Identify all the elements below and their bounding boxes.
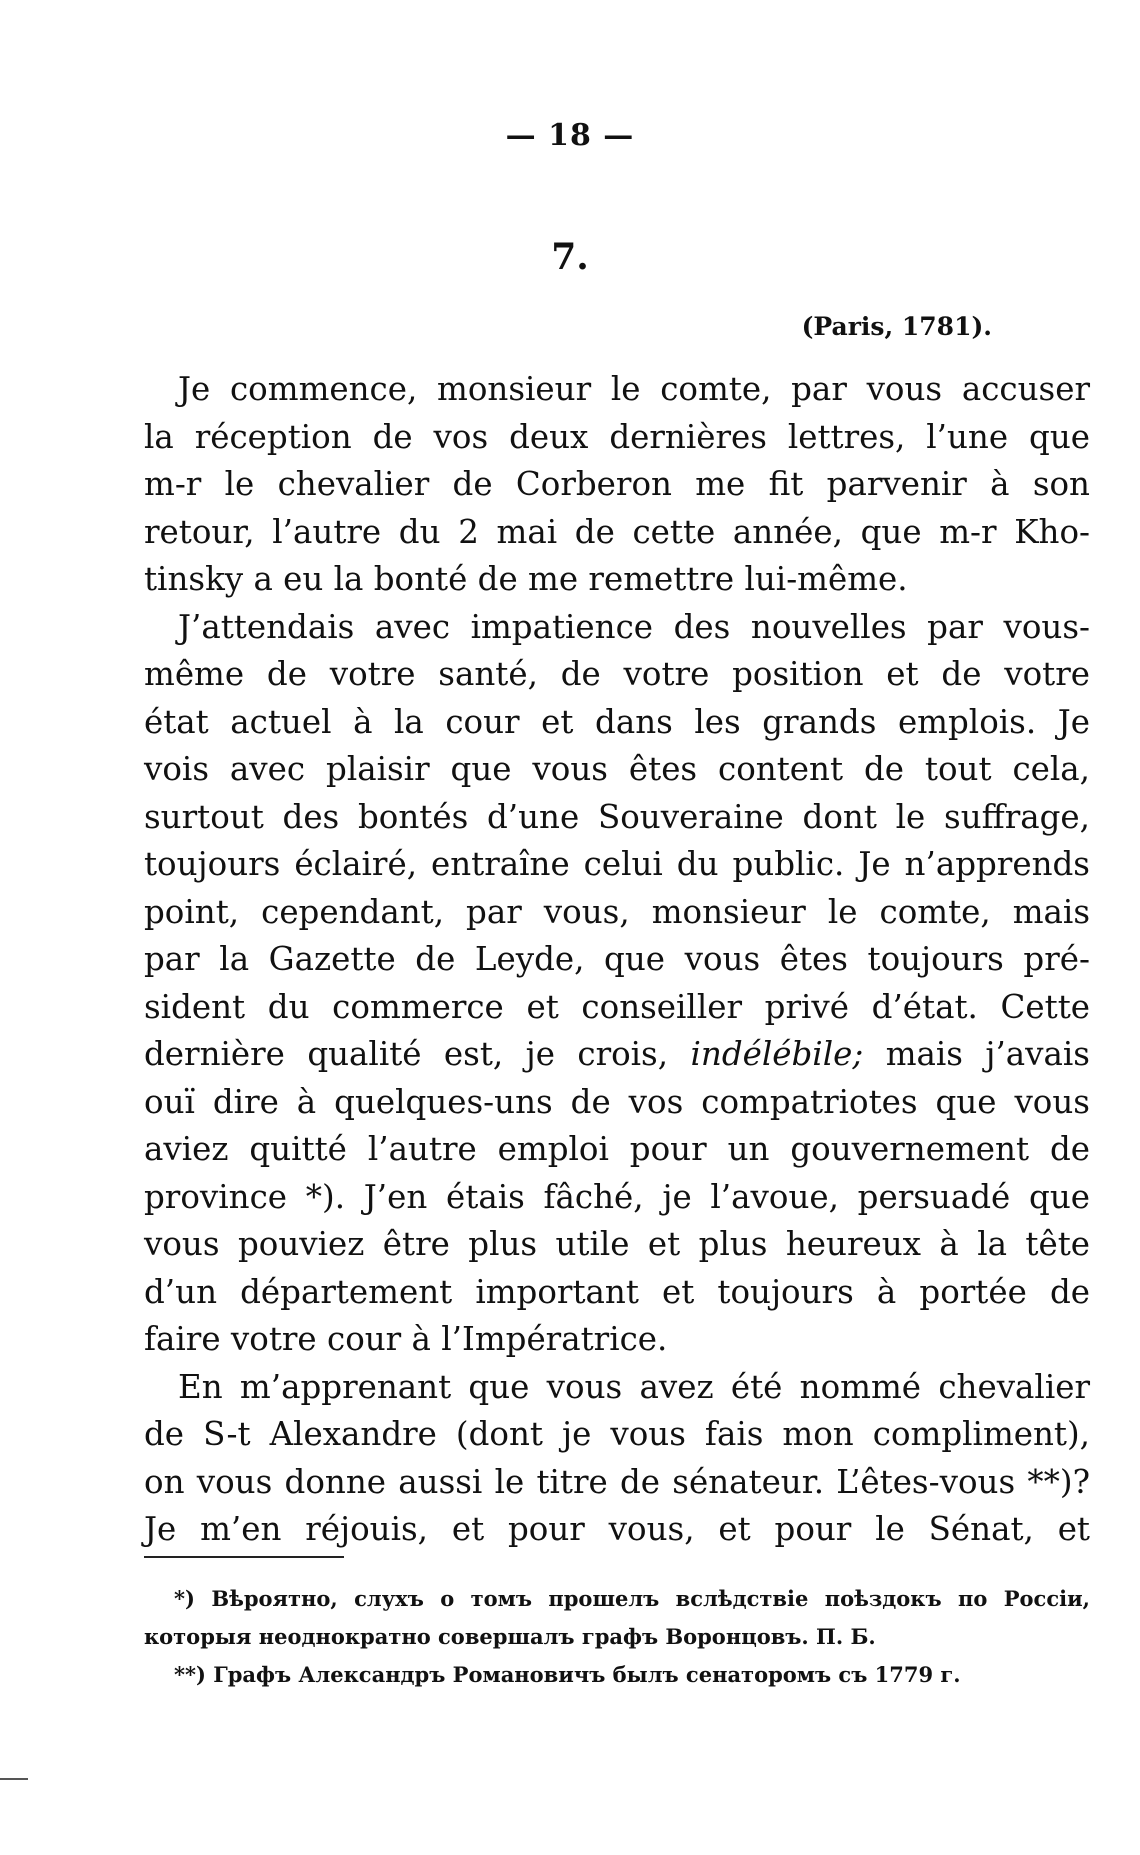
body-line: de S-t Alexandre (dont je vous fais mon compliment),	[144, 1415, 1090, 1453]
body-line: vois avec plaisir que vous êtes content de tout cela,	[144, 750, 1090, 788]
footnote-rule	[144, 1556, 344, 1558]
body-line: province *). J’en étais fâché, je l’avoue, persuadé que	[144, 1177, 1090, 1216]
body-line: m-r le chevalier de Corberon me fit parvenir à son	[144, 465, 1090, 503]
body-line: Je commence, monsieur le comte, par vous accuser	[178, 370, 1090, 408]
body-line: Je m’en réjouis, et pour vous, et pour le Sénat, et	[144, 1510, 1090, 1548]
footnotes	[144, 1580, 1090, 1694]
body-line: on vous donne aussi le titre de sénateur. L’êtes-vous **)?	[144, 1462, 1090, 1501]
body-line: faire votre cour à l’Impératrice.	[144, 1320, 668, 1358]
body-line: d’un département important et toujours à portée de	[144, 1272, 1090, 1311]
page-number: — 18 —	[505, 118, 635, 153]
margin-mark	[0, 1778, 28, 1780]
body-line: par la Gazette de Leyde, que vous êtes toujours pré-	[144, 940, 1090, 978]
body-line: la réception de vos deux dernières lettres, l’une que	[144, 417, 1090, 456]
letter-dateline: (Paris, 1781).	[801, 312, 992, 341]
body-line: aviez quitté l’autre emploi pour un gouvernement de	[144, 1130, 1090, 1168]
body-line: tinsky a eu la bonté de me remettre lui-même.	[144, 560, 908, 598]
body-line: J’attendais avec impatience des nouvelles par vous-	[178, 607, 1090, 646]
body-line: état actuel à la cour et dans les grands emplois. Je	[144, 702, 1090, 741]
body-text-run: dernière qualité est, je crois,	[144, 1035, 669, 1073]
italic-word: indélébile;	[690, 1035, 864, 1073]
body-line-mixed	[144, 1031, 1090, 1079]
body-line: retour, l’autre du 2 mai de cette année, que m-r Kho-	[144, 512, 1090, 551]
body-line: En m’apprenant que vous avez été nommé chevalier	[178, 1367, 1090, 1406]
body-line: surtout des bontés d’une Souveraine dont le suffrage,	[144, 797, 1090, 836]
body-line: sident du commerce et conseiller privé d’état. Cette	[144, 987, 1090, 1026]
letter-number: 7.	[551, 236, 589, 278]
letter-body	[144, 366, 1090, 1554]
body-text-run: mais j’avais	[885, 1035, 1090, 1073]
body-line: vous pouviez être plus utile et plus heureux à la tête	[144, 1225, 1090, 1263]
footnote-line: **) Графъ Александръ Романовичъ былъ сенаторомъ съ 1779 г.	[174, 1662, 961, 1687]
body-line: ouï dire à quelques-uns de vos compatriotes que vous	[144, 1082, 1090, 1121]
footnote-line: *) Вѣроятно, слухъ о томъ прошелъ вслѣдствіе поѣздокъ по Россіи,	[174, 1586, 1090, 1611]
body-line: même de votre santé, de votre position et de votre	[144, 655, 1090, 693]
footnote-line: которыя неоднократно совершалъ графъ Воронцовъ. П. Б.	[144, 1624, 876, 1649]
body-line: toujours éclairé, entraîne celui du public. Je n’apprends	[144, 845, 1090, 883]
body-line: point, cependant, par vous, monsieur le comte, mais	[144, 892, 1090, 931]
